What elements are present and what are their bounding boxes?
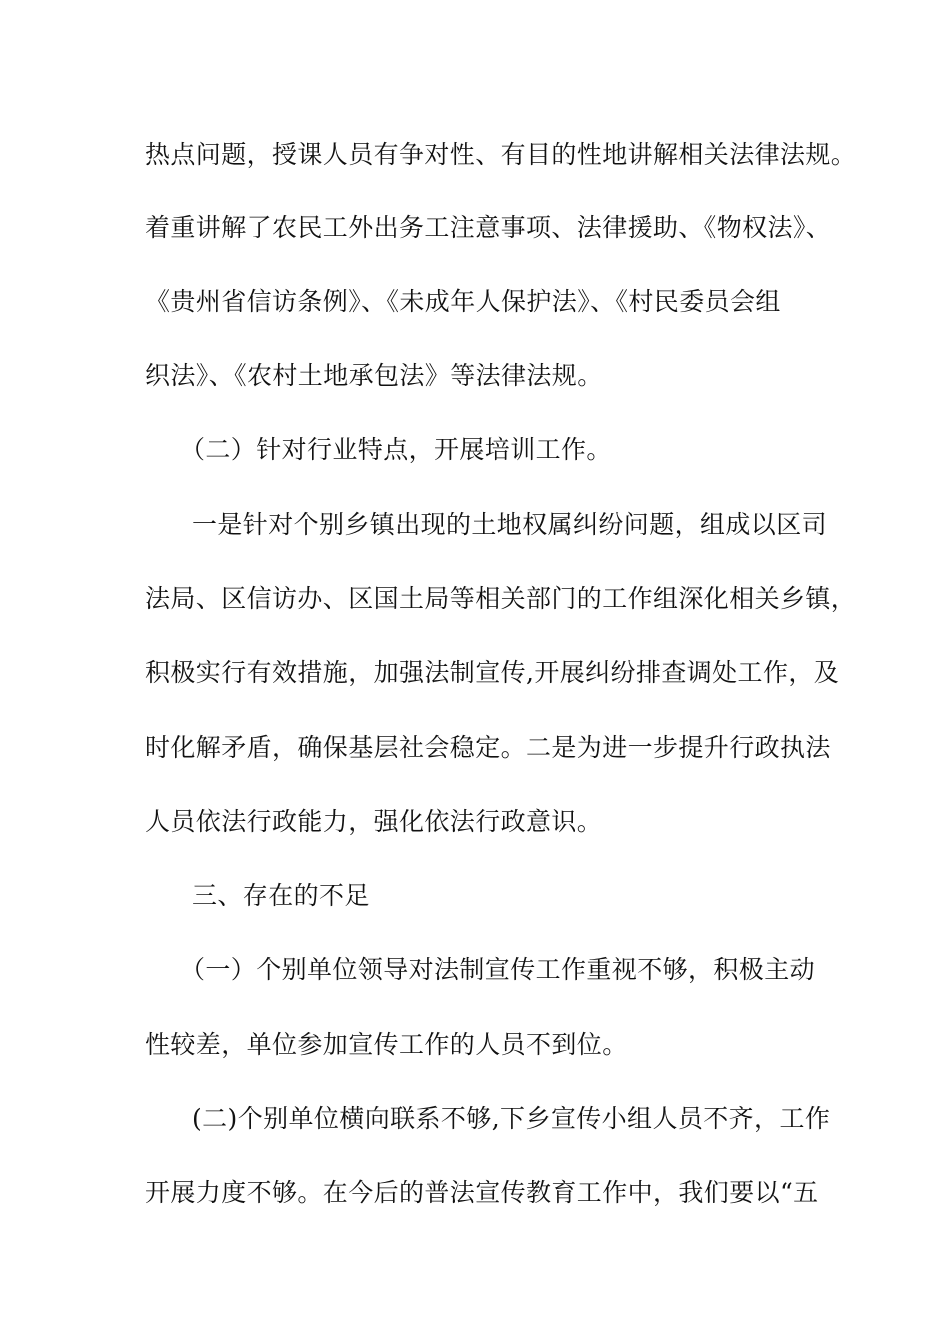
text-line-9: 时化解矛盾，确保基层社会稳定。二是为进一步提升行政执法 bbox=[145, 733, 831, 762]
text-line-7: 法局、区信访办、区国土局等相关部门的工作组深化相关乡镇， bbox=[145, 584, 857, 613]
section-heading-3: 三、存在的不足 bbox=[192, 881, 370, 910]
text-line-12: （一）个别单位领导对法制宣传工作重视不够，积极主动 bbox=[180, 955, 816, 984]
text-line-3: 《贵州省信访条例》、《未成年人保护法》、《村民委员会组 bbox=[145, 287, 781, 316]
text-line-15: 开展力度不够。在今后的普法宣传教育工作中，我们要以“五 bbox=[145, 1178, 819, 1207]
text-line-10: 人员依法行政能力，强化依法行政意识。 bbox=[145, 807, 603, 836]
text-line-14: (二)个别单位横向联系不够,下乡宣传小组人员不齐，工作 bbox=[192, 1104, 831, 1133]
text-line-13: 性较差，单位参加宣传工作的人员不到位。 bbox=[145, 1030, 628, 1059]
text-line-4: 织法》、《农村土地承包法》等法律法规。 bbox=[145, 361, 603, 390]
text-line-8: 积极实行有效措施，加强法制宣传,开展纠纷排查调处工作，及 bbox=[145, 658, 840, 687]
text-line-1: 热点问题，授课人员有争对性、有目的性地讲解相关法律法规。 bbox=[145, 140, 857, 169]
section-heading-2: （二）针对行业特点，开展培训工作。 bbox=[180, 435, 612, 464]
text-line-2: 着重讲解了农民工外出务工注意事项、法律援助、《物权法》、 bbox=[145, 213, 832, 242]
text-line-6: 一是针对个别乡镇出现的土地权属纠纷问题，组成以区司 bbox=[192, 510, 828, 539]
